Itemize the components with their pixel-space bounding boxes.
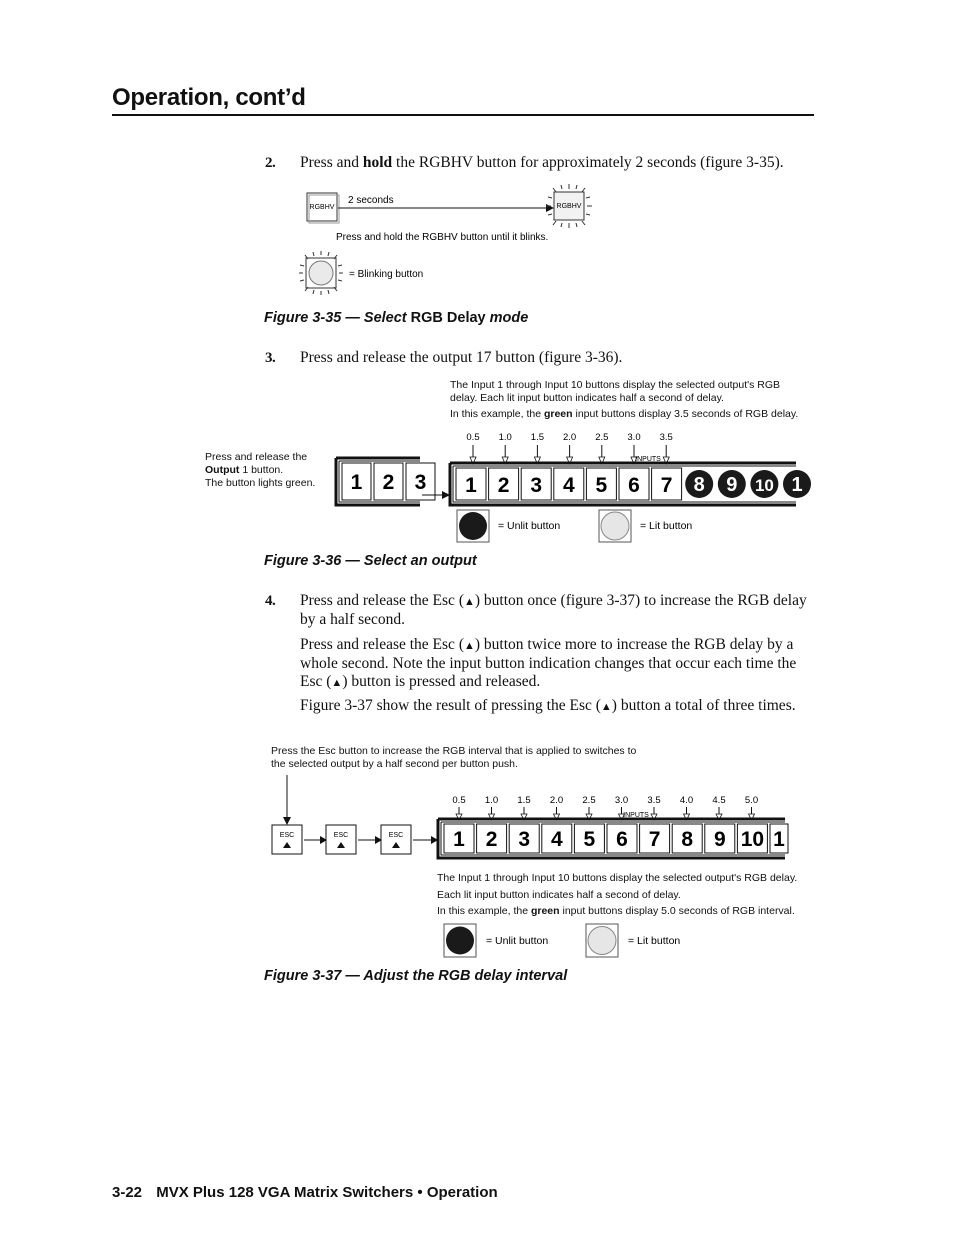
time-label: 3.5 [647,795,661,806]
esc-arrow-glyph: ▲ [600,701,612,713]
fig36-lit-legend [599,510,692,542]
hold-arrow-head [546,204,554,212]
esc-button [381,825,411,854]
fig37-input-button-panel [438,812,788,858]
esc-arrow-glyph: ▲ [463,640,475,652]
step4-p2b: ) button twice more to increase the RGB delay by a whole second. Note the input button indication changes that occur each time the Esc ( [300,636,797,690]
input-button-digit: 4 [550,828,563,851]
page-title: Operation, cont’d [112,84,306,111]
fig37-top-note [271,745,691,771]
step-number: 2 [265,155,273,171]
input-button-digit: 5 [583,828,596,851]
fig36-unlit-legend [457,510,560,542]
fig35-caption-c: mode [485,310,529,326]
input-button-digit: 9 [713,828,726,851]
input-button-digit: 2 [497,474,510,497]
input-button-digit: 3 [530,474,543,497]
fig37-unlit-label: = Unlit button [486,935,549,947]
fig36-note-line1: The Input 1 through Input 10 buttons display the selected output's RGB [450,379,781,391]
fig37-lit-legend [586,924,680,957]
esc-arrow-glyph: ▲ [331,677,343,689]
input-button-digit: 4 [562,474,575,497]
figure-3-35-caption [264,310,528,326]
output-button-digit: 1 [350,471,363,494]
step4-p3a: Figure 3-37 show the result of pressing the Esc ( [300,697,601,714]
fig37-bottom-line2: Each lit input button indicates half a second of delay. [437,888,681,901]
fig37-note-3c: input buttons display 5.0 seconds of RGB interval. [559,905,795,917]
time-label: 1.5 [530,432,545,443]
fig36-note-3c: input buttons display 3.5 seconds of RGB delay. [572,408,799,420]
fig37-bottom-note [437,870,827,920]
step4-p2c: ) button is pressed and released. [342,673,541,690]
time-label: 1.0 [484,795,499,806]
fig37-input-buttons [444,824,788,853]
input-button-digit: 6 [616,828,628,851]
fig35-instruction: Press and hold the RGBHV button until it blinks. [336,232,549,243]
fig37-time-labels [452,795,758,820]
time-label: 0.5 [452,795,466,806]
fig37-top-line1: Press the Esc button to increase the RGB interval that is applied to switches to [271,745,637,757]
esc-button [272,825,302,854]
output-button-digit: 2 [382,471,395,494]
input-button-digit: 8 [681,828,694,851]
step-dot: . [272,350,276,366]
figure-3-36 [320,425,803,550]
fig37-bottom-line3 [437,903,827,920]
fig37-note-3a: In this example, the [437,905,531,917]
fig37-note-3b: green [530,905,560,917]
esc-button-label: ESC [333,832,349,839]
input-button-digit: 2 [485,828,498,851]
step4-para1 [300,592,816,629]
fig36-output-line2 [205,464,335,477]
blinking-button-legend [299,251,343,295]
figure-3-37 [265,775,790,870]
step4-p1a: Press and release the Esc ( [300,592,464,609]
time-label: 3.0 [614,795,629,806]
step4-p2a: Press and release the Esc ( [300,636,464,653]
fig37-top-line2: the selected output by a half second per button push. [271,758,518,770]
input-button-digit: 8 [693,474,705,496]
time-label: 2.5 [582,795,596,806]
step4-para3 [300,697,800,716]
output-buttons [342,463,435,500]
seconds-label: 2 seconds [348,195,394,206]
input-button-digit: 5 [595,474,608,497]
fig36-note-3b: green [543,408,573,420]
input-button-digit: 10 [740,828,765,851]
input-button-panel [450,456,811,505]
input-button-digit: 1 [465,474,477,497]
step4-para2 [300,636,816,692]
esc-buttons [272,825,438,854]
fig35-caption-a: Figure 3-35 — Select [264,310,411,326]
fig36-note-line3 [450,408,830,421]
fig36-note [450,379,830,421]
step2-text-b: the RGBHV button for approximately 2 seconds (figure 3-35). [392,154,784,171]
input-button-digit: 7 [660,474,673,497]
esc-arrow-glyph: ▲ [463,596,475,608]
input-button-digit: 1 [453,828,465,851]
blinking-legend-label: = Blinking button [349,269,424,280]
time-label: 1.0 [498,432,512,443]
step-dot: . [272,155,276,171]
input-button-digit: 7 [648,828,661,851]
time-label: 3.5 [659,432,673,443]
fig37-bottom-line1: The Input 1 through Input 10 buttons display the selected output's RGB delay. [437,872,798,884]
fig36-output-2c: 1 button. [239,464,284,476]
step-dot: . [272,593,276,609]
output-button-panel [336,458,435,505]
rgbhv-button-pressed [307,193,339,223]
fig36-output-line3: The button lights green. [205,477,316,489]
input-button-digit: 1 [791,474,803,496]
input-button-digit: 6 [628,474,640,497]
fig36-unlit-label: = Unlit button [498,520,561,532]
input-button-digit: 9 [726,474,738,496]
fig37-legends [440,922,740,962]
input-button-digit: 10 [754,476,774,495]
fig36-output-note [205,451,335,490]
input-button-digit: 3 [518,828,531,851]
output-button-digit: 3 [414,471,427,494]
step2-text [300,154,820,172]
inputs-label: INPUTS [635,456,661,463]
fig36-output-line1: Press and release the [205,451,308,463]
figure-3-35 [296,182,616,302]
rgbhv-label-2: RGBHV [556,203,582,210]
fig35-caption-b: RGB Delay [410,310,486,326]
fig37-unlit-legend [444,924,548,957]
footer-title: MVX Plus 128 VGA Matrix Switchers • Operation [156,1184,498,1201]
step4-p1b: ) button once (figure 3-37) to increase the RGB delay by a half second. [300,592,807,628]
fig37-inputs-label: INPUTS [623,812,649,819]
time-label: 2.0 [549,795,564,806]
page-footer [112,1184,498,1201]
step2-text-a: Press and [300,154,363,171]
esc-button [326,825,356,854]
header-rule [112,114,814,116]
time-label: 2.5 [595,432,609,443]
step4-p3b: ) button a total of three times. [611,697,796,714]
note-arrow-head [283,817,291,825]
step-number: 4 [265,593,273,609]
input-buttons [456,468,811,500]
figure-3-37-caption: Figure 3-37 — Adjust the RGB delay interval [264,968,568,984]
time-label: 4.0 [679,795,694,806]
time-label: 2.0 [562,432,577,443]
rgbhv-label-1: RGBHV [309,204,335,211]
figure-3-36-caption: Figure 3-36 — Select an output [264,553,477,569]
fig36-note-3a: In this example, the [450,408,544,420]
fig36-lit-label: = Lit button [640,520,693,532]
time-label: 4.5 [712,795,726,806]
step3-text: Press and release the output 17 button (figure 3-36). [300,349,623,366]
step-number: 3 [265,350,273,366]
page-number: 3-22 [112,1184,143,1201]
time-label: 0.5 [466,432,480,443]
fig36-output-2b: Output [205,464,240,476]
time-label: 1.5 [517,795,531,806]
fig36-note-line2: delay. Each lit input button indicates half a second of delay. [450,392,724,404]
esc-button-label: ESC [279,832,295,839]
input-button-digit: 1 [773,828,785,851]
time-label: 3.0 [627,432,641,443]
time-label: 5.0 [744,795,759,806]
esc-button-label: ESC [388,832,404,839]
fig37-lit-label: = Lit button [628,935,681,947]
rgbhv-button-blinking [546,184,592,228]
step2-text-bold: hold [362,154,393,171]
